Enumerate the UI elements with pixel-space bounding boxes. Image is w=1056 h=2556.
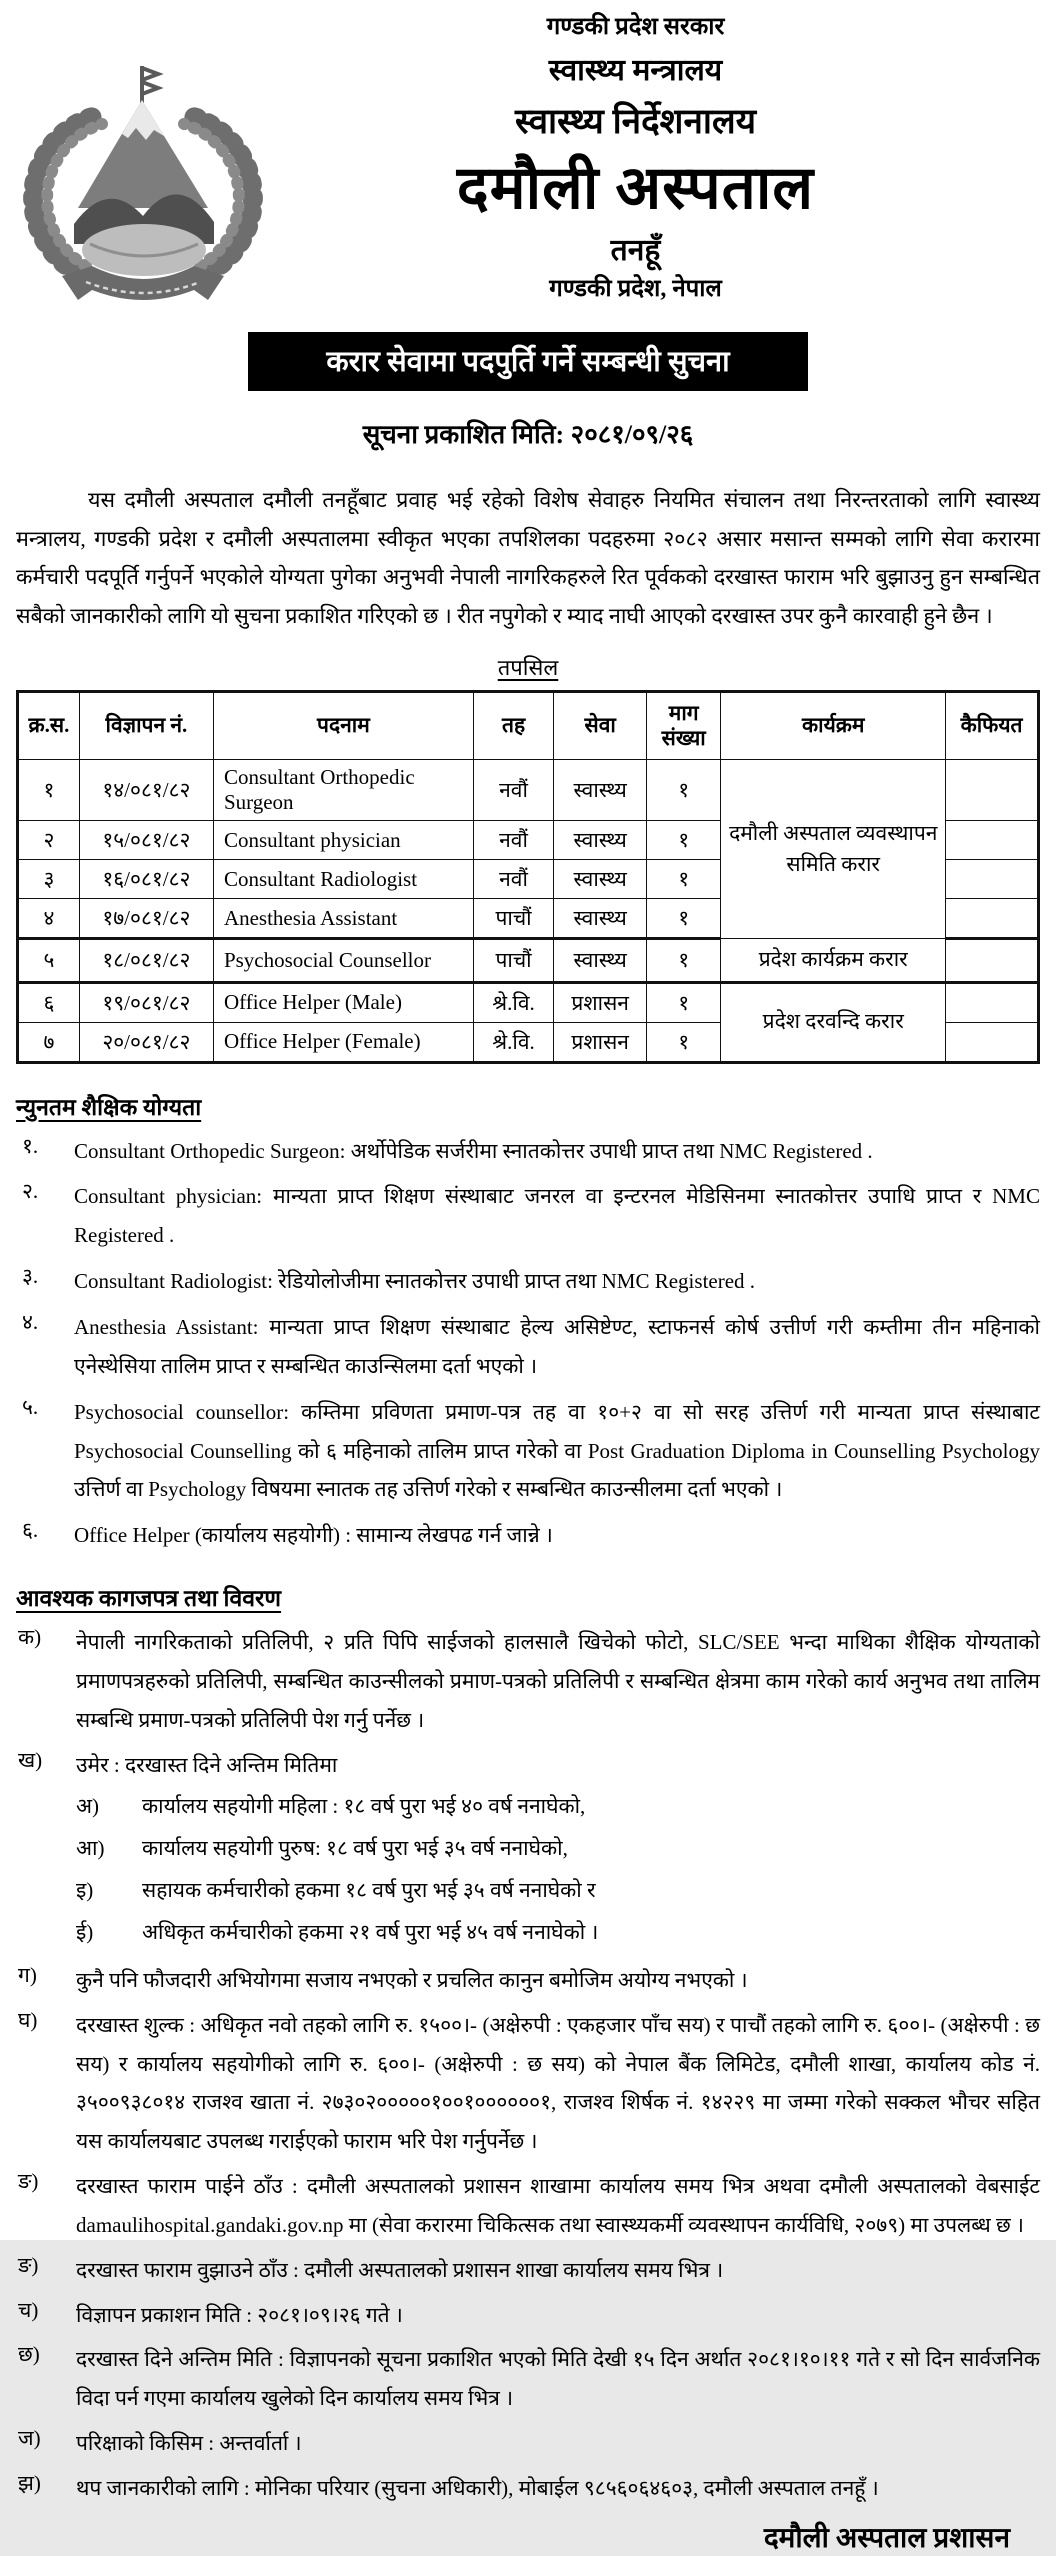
table-caption-text: तपसिल	[497, 654, 559, 680]
cell-service: प्रशासन	[554, 1022, 647, 1062]
cell-demand-count: १	[647, 982, 721, 1022]
document-item	[16, 2006, 1040, 2161]
document-item	[16, 2424, 1040, 2463]
documents-heading: आवश्यक कागजपत्र तथा विवरण	[16, 1586, 282, 1612]
cell-service: स्वास्थ्य	[554, 899, 647, 939]
subitem-text: अधिकृत कर्मचारीको हकमा २१ वर्ष पुरा भई ४५ वर्ष ननाघेको ।	[142, 1919, 599, 1944]
cell-advert-no: १५/०८१/८२	[79, 821, 213, 860]
cell-advert-no: १६/०८१/८२	[79, 860, 213, 899]
item-number: ३.	[22, 1264, 39, 1289]
cell-serial-no: २	[18, 821, 80, 860]
col-remarks: कैफियत	[946, 691, 1039, 759]
vacancy-table	[16, 690, 1040, 1064]
qualification-item	[16, 1393, 1040, 1510]
document-subitem	[76, 1829, 1040, 1868]
table-row	[18, 760, 1039, 821]
cell-level: नवौं	[473, 860, 553, 899]
cell-level: पाचौं	[473, 939, 553, 983]
cell-program: प्रदेश दरवन्दि करार	[721, 982, 946, 1062]
cell-service: स्वास्थ्य	[554, 821, 647, 860]
item-label: ख)	[18, 1747, 43, 1772]
letterhead-text	[231, 10, 1040, 304]
cell-demand-count: १	[647, 760, 721, 821]
cell-serial-no: ३	[18, 860, 80, 899]
cell-service: स्वास्थ्य	[554, 939, 647, 983]
document-item	[16, 2469, 1040, 2508]
item-label: घ)	[18, 2007, 38, 2032]
qualification-item	[16, 1177, 1040, 1255]
published-date-line: सूचना प्रकाशित मिति: २०८१/०९/२६	[362, 420, 694, 449]
cell-demand-count: १	[647, 860, 721, 899]
cell-remarks	[946, 821, 1039, 860]
signature-line: दमौली अस्पताल प्रशासन	[763, 2522, 1010, 2554]
item-label: ज)	[18, 2426, 41, 2451]
cell-program: प्रदेश कार्यक्रम करार	[721, 939, 946, 983]
col-program: कार्यक्रम	[721, 691, 946, 759]
item-body	[76, 1746, 1040, 1955]
cell-position: Anesthesia Assistant	[213, 899, 473, 939]
item-text: दरखास्त शुल्क : अधिकृत नवो तहको लागि रु. १५००।- (अक्षेरुपी : एकहजार पाँच सय) र पाचौं तहको लागि रु. ६००।- (अक्षेरुपी : छ सय) र कार्यालय सहयोगीको लागि रु. ६००।- (अक्षेरुपी : छ सय) को नेपाल बैंक लिमिटेड, दमौली शाखा, कार्यालय कोड नं. ३५००९३८०१४ राजश्व खाता नं. २७३०२०००००१००१००००००१, राजश्व शिर्षक नं. १४२२९ मा जम्मा गरेको सक्कल भौचर सहित यस कार्यालयबाट उपलब्ध गराईएको फाराम भरि पेश गर्नुपर्नेछ ।	[76, 2012, 1040, 2154]
government-name: गण्डकी प्रदेश सरकार	[546, 14, 725, 40]
item-number: ६.	[22, 1518, 39, 1543]
item-body	[76, 2469, 1040, 2508]
cell-position: Consultant physician	[213, 821, 473, 860]
cell-advert-no: १८/०८१/८२	[79, 939, 213, 983]
item-body	[76, 2251, 1040, 2290]
cell-remarks	[946, 760, 1039, 821]
cell-advert-no: १९/०८१/८२	[79, 982, 213, 1022]
cell-serial-no: ४	[18, 899, 80, 939]
subitem-label: आ)	[76, 1836, 105, 1861]
qualification-item	[16, 1132, 1040, 1171]
directorate-name: स्वास्थ्य निर्देशनालय	[514, 101, 756, 141]
item-text: Psychosocial counsellor: कम्तिमा प्रविणता प्रमाण-पत्र तह वा १०+२ वा सो सरह उत्तिर्ण गरी मान्यता प्राप्त संस्थाबाट Psychosocial Counselling को ६ महिनाको तालिम प्राप्त गरेको वा Post Graduation Diploma in Counselling Psychology उत्तिर्ण वा Psychology विषयमा स्नातक तह उत्तिर्ण गरेको र सम्बन्धित काउन्सीलमा दर्ता भएको ।	[74, 1399, 1040, 1502]
document-item	[16, 1961, 1040, 2000]
item-number: २.	[22, 1179, 39, 1204]
item-label: ग)	[18, 1962, 37, 1987]
cell-demand-count: १	[647, 899, 721, 939]
col-serial-no: क्र.स.	[18, 691, 80, 759]
qualifications-list	[16, 1132, 1040, 1555]
cell-service: प्रशासन	[554, 982, 647, 1022]
table-caption	[16, 652, 1040, 682]
ministry-name: स्वास्थ्य मन्त्रालय	[548, 54, 723, 87]
col-demand-count: माग संख्या	[647, 691, 721, 759]
cell-remarks	[946, 899, 1039, 939]
cell-level: नवौं	[473, 821, 553, 860]
item-label: क)	[18, 1625, 42, 1650]
item-label: ङ)	[18, 2252, 39, 2277]
item-text: Consultant Orthopedic Surgeon: अर्थोपेडिक सर्जरीमा स्नातकोत्तर उपाधी प्राप्त तथा NMC Registered .	[74, 1138, 873, 1163]
item-label: च)	[18, 2297, 39, 2322]
document-subitem	[76, 1913, 1040, 1952]
item-text: परिक्षाको किसिम : अन्तर्वार्ता ।	[76, 2431, 302, 2456]
cell-service: स्वास्थ्य	[554, 860, 647, 899]
item-text: Office Helper (कार्यालय सहयोगी) : सामान्य लेखपढ गर्न जान्ने ।	[74, 1523, 553, 1548]
subitem-text: सहायक कर्मचारीको हकमा १८ वर्ष पुरा भई ३५ वर्ष ननाघेको र	[142, 1878, 596, 1903]
vacancy-table-header	[18, 691, 1039, 759]
document-item	[16, 2340, 1040, 2418]
cell-program: दमौली अस्पताल व्यवस्थापन समिति करार	[721, 760, 946, 939]
cell-level: श्रे.वि.	[473, 982, 553, 1022]
cell-position: Office Helper (Male)	[213, 982, 473, 1022]
cell-service: स्वास्थ्य	[554, 760, 647, 821]
cell-position: Office Helper (Female)	[213, 1022, 473, 1062]
letterhead	[16, 10, 1040, 310]
intro-paragraph: यस दमौली अस्पताल दमौली तनहूँबाट प्रवाह भई रहेको विशेष सेवाहरु नियमित संचालन तथा निरन्तरताको लागि स्वास्थ्य मन्त्रालय, गण्डकी प्रदेश र दमौली अस्पतालमा स्वीकृत भएका तपशिलका पदहरुमा २०८२ असार मसान्त सम्मको लागि सेवा करारमा कर्मचारी पदपूर्ति गर्नुपर्ने भएकोले योग्यता पुगेका अनुभवी नेपाली नागरिकहरुले रित पूर्वकको दरखास्त फाराम भरि बुझाउनु हुन सम्बन्धित सबैको जानकारीको लागि यो सुचना प्रकाशित गरिएको छ । रीत नपुगेको र म्याद नाघी आएको दरखास्त उपर कुनै कारवाही हुने छैन ।	[16, 488, 1040, 629]
hospital-name: दमौली अस्पताल	[456, 155, 815, 222]
qualification-item	[16, 1516, 1040, 1555]
cell-demand-count: १	[647, 939, 721, 983]
province-name: गण्डकी प्रदेश, नेपाल	[549, 275, 722, 302]
cell-position: Consultant Orthopedic Surgeon	[213, 760, 473, 821]
header-row	[18, 691, 1039, 759]
subitem-label: ई)	[76, 1919, 94, 1944]
cell-demand-count: १	[647, 1022, 721, 1062]
document-subitem	[76, 1787, 1040, 1826]
document-item	[16, 2167, 1040, 2245]
cell-serial-no: ७	[18, 1022, 80, 1062]
item-text: दरखास्त फाराम पाईने ठाँउ : दमौली अस्पतालको प्रशासन शाखामा कार्यालय समय भित्र अथवा दमौली अस्पतालको वेबसाईट damaulihospital.gandaki.gov.np मा (सेवा करारमा चिकित्सक तथा स्वास्थ्यकर्मी व्यवस्थापन कार्यविधि, २०७९) मा उपलब्ध छ ।	[76, 2174, 1040, 2237]
item-body	[76, 2167, 1040, 2245]
item-text: दरखास्त दिने अन्तिम मिति : विज्ञापनको सूचना प्रकाशित भएको मिति देखी १५ दिन अर्थात २०८१।१०।११ गते र सो दिन सार्वजनिक विदा पर्न गएमा कार्यालय खुलेको दिन कार्यालय समय भित्र ।	[76, 2347, 1040, 2411]
item-label: ङ)	[18, 2169, 39, 2194]
subitem-label: अ)	[76, 1794, 100, 1819]
nepal-coat-of-arms-logo	[38, 38, 248, 338]
cell-advert-no: १७/०८१/८२	[79, 899, 213, 939]
document-item	[16, 2296, 1040, 2335]
item-text: कुनै पनि फौजदारी अभियोगमा सजाय नभएको र प्रचलित कानुन बमोजिम अयोग्य नभएको ।	[76, 1967, 748, 1992]
document-item	[16, 1746, 1040, 1955]
qualification-item	[16, 1262, 1040, 1301]
cell-level: नवौं	[473, 760, 553, 821]
item-body	[76, 1623, 1040, 1740]
district-name: तनहूँ	[610, 234, 661, 268]
table-row	[18, 982, 1039, 1022]
item-label: छ)	[18, 2342, 40, 2367]
item-text: Consultant physician: मान्यता प्राप्त शिक्षण संस्थाबाट जनरल वा इन्टरनल मेडिसिनमा स्नातकोत्तर उपाधि प्राप्त र NMC Registered .	[74, 1184, 1040, 1248]
item-body	[76, 2424, 1040, 2463]
cell-advert-no: १४/०८१/८२	[79, 760, 213, 821]
cell-level: पाचौं	[473, 899, 553, 939]
subitem-label: इ)	[76, 1878, 94, 1903]
cell-remarks	[946, 860, 1039, 899]
qualifications-heading: न्युनतम शैक्षिक योग्यता	[16, 1094, 202, 1120]
item-label: झ)	[18, 2470, 41, 2495]
item-text: Anesthesia Assistant: मान्यता प्राप्त शिक्षण संस्थाबाट हेल्य असिष्टेण्ट, स्टाफनर्स कोर्ष उत्तीर्ण गरी कम्तीमा तीन महिनाको एनेस्थेसिया तालिम प्राप्त र सम्बन्धित काउन्सिलमा दर्ता भएको ।	[74, 1315, 1040, 1378]
item-body	[76, 2340, 1040, 2418]
cell-position: Psychosocial Counsellor	[213, 939, 473, 983]
col-advert-no: विज्ञापन नं.	[79, 691, 213, 759]
document-item	[16, 2251, 1040, 2290]
document-item	[16, 1623, 1040, 1740]
vacancy-table-body	[18, 760, 1039, 1063]
item-number: ५.	[22, 1394, 39, 1419]
documents-list	[16, 1623, 1040, 2508]
cell-remarks	[946, 982, 1039, 1022]
item-body	[76, 2296, 1040, 2335]
document-subitem	[76, 1871, 1040, 1910]
item-text: दरखास्त फाराम वुझाउने ठाँउ : दमौली अस्पतालको प्रशासन शाखा कार्यालय समय भित्र ।	[76, 2257, 724, 2282]
subitem-text: कार्यालय सहयोगी पुरुष: १८ वर्ष पुरा भई ३५ वर्ष ननाघेको,	[142, 1836, 568, 1861]
field	[82, 224, 206, 276]
col-service: सेवा	[554, 691, 647, 759]
item-text: विज्ञापन प्रकाशन मिति : २०८१।०९।२६ गते ।	[76, 2302, 403, 2327]
item-text: नेपाली नागरिकताको प्रतिलिपी, २ प्रति पिपि साईजको हालसालै खिचेको फोटो, SLC/SEE भन्दा माथिका शैक्षिक योग्यताको प्रमाणपत्रहरुको प्रतिलिपी, सम्बन्धित काउन्सीलको प्रमाण-पत्रको प्रतिलिपी र सम्बन्धित क्षेत्रमा काम गरेको कार्य अनुभव तथा तालिम सम्बन्धि प्रमाण-पत्रको प्रतिलिपी पेश गर्नु पर्नेछ ।	[76, 1630, 1040, 1732]
item-text: थप जानकारीको लागि : मोनिका परियार (सुचना अधिकारी), मोबाईल ९८५६०६४६०३, दमौली अस्पताल तनहूँ ।	[76, 2475, 879, 2500]
subitem-text: कार्यालय सहयोगी महिला : १८ वर्ष पुरा भई ४० वर्ष ननाघेको,	[142, 1794, 586, 1819]
table-row	[18, 939, 1039, 983]
item-number: १.	[22, 1133, 39, 1158]
cell-serial-no: ६	[18, 982, 80, 1022]
cell-advert-no: २०/०८१/८२	[79, 1022, 213, 1062]
cell-demand-count: १	[647, 821, 721, 860]
nepal-flag-icon	[142, 66, 158, 106]
item-text: उमेर : दरखास्त दिने अन्तिम मितिमा	[76, 1752, 338, 1777]
cell-serial-no: ५	[18, 939, 80, 983]
item-body	[76, 1961, 1040, 2000]
cell-remarks	[946, 1022, 1039, 1062]
cell-level: श्रे.वि.	[473, 1022, 553, 1062]
item-number: ४.	[22, 1310, 39, 1334]
col-position: पदनाम	[213, 691, 473, 759]
col-level: तह	[473, 691, 553, 759]
item-text: Consultant Radiologist: रेडियोलोजीमा स्नातकोत्तर उपाधी प्राप्त तथा NMC Registered .	[74, 1269, 756, 1294]
item-body	[76, 2006, 1040, 2161]
cell-serial-no: १	[18, 760, 80, 821]
qualification-item	[16, 1308, 1040, 1386]
cell-position: Consultant Radiologist	[213, 860, 473, 899]
cell-remarks	[946, 939, 1039, 983]
notice-title-banner: करार सेवामा पदपुर्ति गर्ने सम्बन्धी सुचना	[248, 332, 808, 391]
